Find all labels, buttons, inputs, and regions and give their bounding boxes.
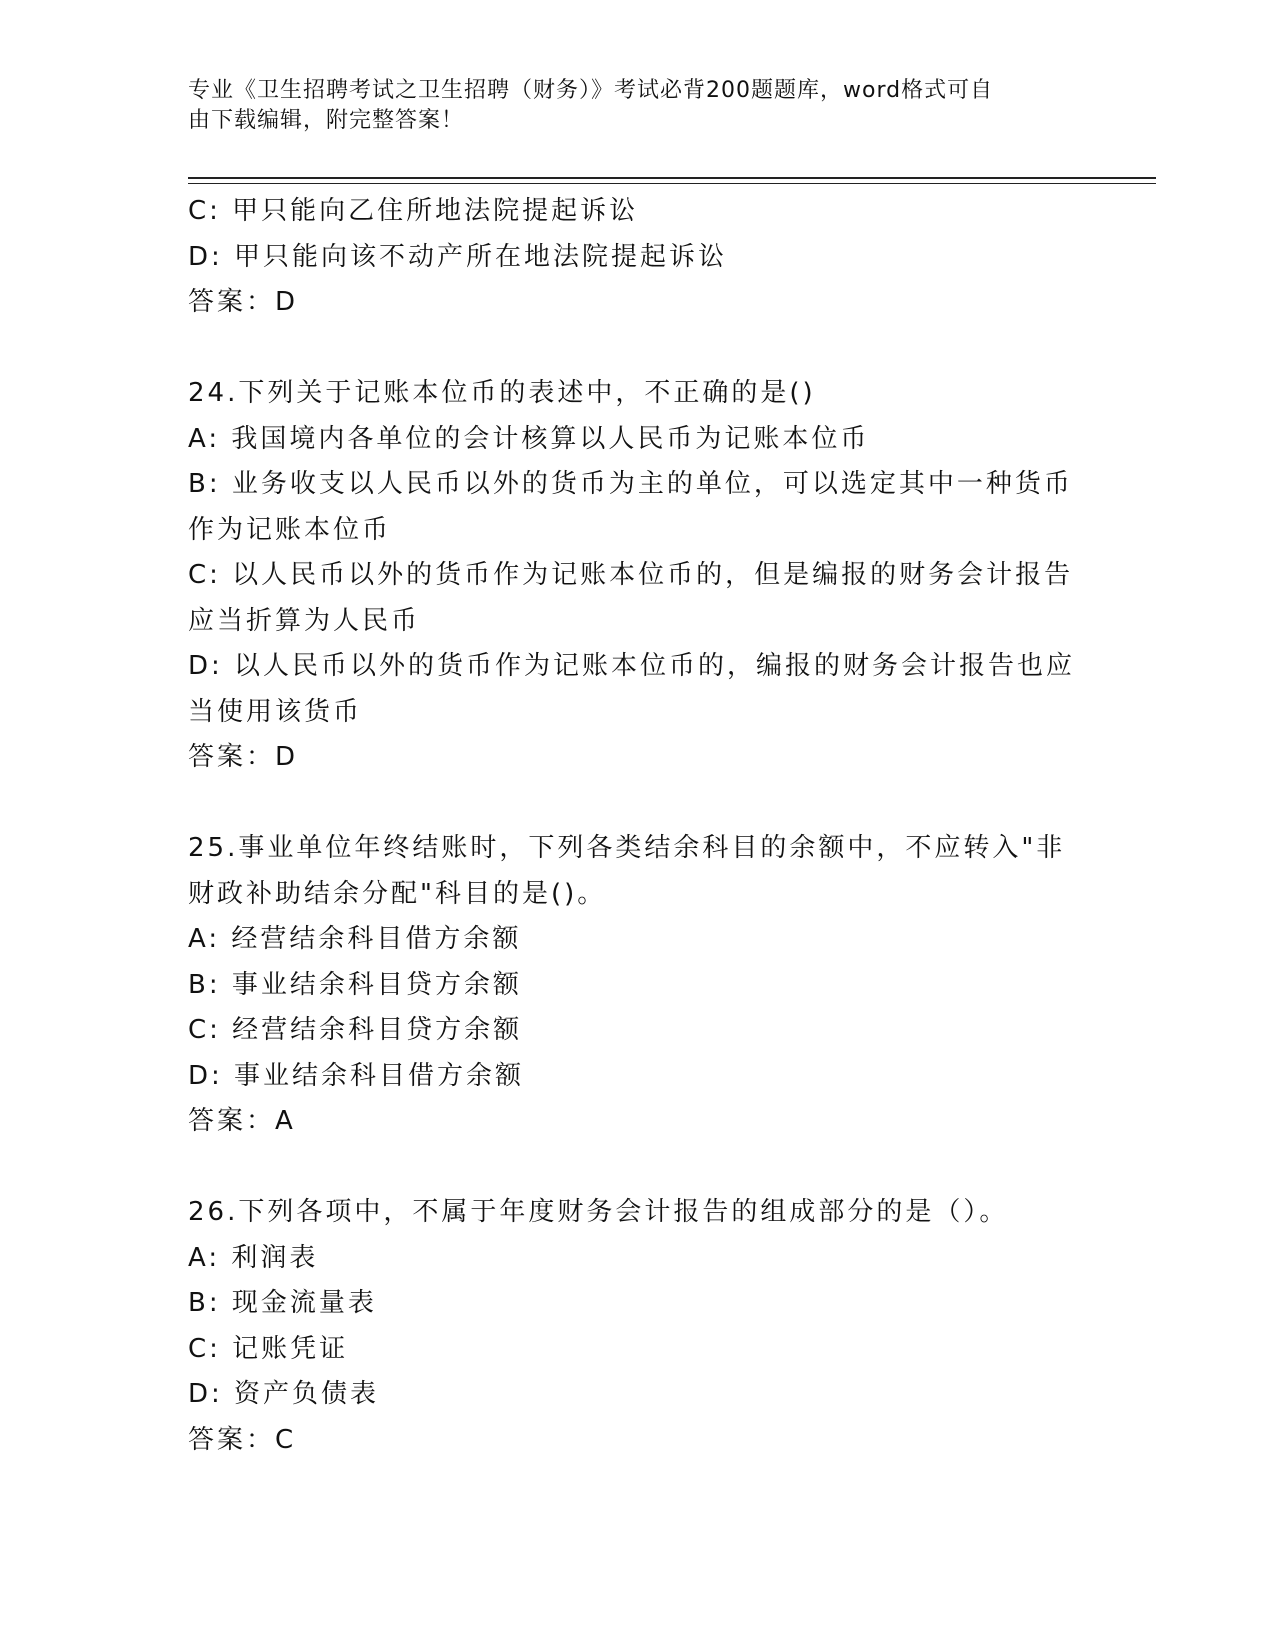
option-d-line-2: 当使用该货币 — [188, 696, 363, 727]
option-b: B: 现金流量表 — [188, 1288, 377, 1318]
question-25 — [188, 826, 1088, 1145]
answer: 答案：A — [188, 1106, 296, 1136]
answer: 答案：C — [188, 1424, 297, 1455]
option-d: D: 甲只能向该不动产所在地法院提起诉讼 — [188, 241, 728, 272]
option-a: A: 经营结余科目借方余额 — [188, 924, 522, 954]
question-stem-line-1: 25.事业单位年终结账时，下列各类结余科目的余额中，不应转入"非 — [188, 833, 1066, 863]
option-b-line-2: 作为记账本位币 — [188, 514, 392, 545]
option-c: C: 经营结余科目贷方余额 — [188, 1015, 523, 1045]
answer: 答案：D — [188, 742, 299, 772]
option-c-line-2: 应当折算为人民币 — [188, 605, 421, 636]
option-c-line-1: C: 以人民币以外的货币作为记账本位币的，但是编报的财务会计报告 — [188, 560, 1074, 590]
spacer — [188, 1145, 1088, 1191]
question-stem-line-2: 财政补助结余分配"科目的是()。 — [188, 878, 607, 909]
question-24 — [188, 371, 1088, 781]
answer: 答案：D — [188, 287, 299, 317]
header-divider-thin — [188, 183, 1156, 184]
header-title-line-1: 专业《卫生招聘考试之卫生招聘（财务）》考试必背200题题库，word格式可自 — [188, 78, 994, 103]
question-list — [188, 189, 1088, 1463]
header-title-line-2: 由下载编辑，附完整答案！ — [188, 108, 465, 133]
header-divider-thick — [188, 177, 1156, 179]
option-b: B: 事业结余科目贷方余额 — [188, 969, 522, 1000]
question-stem: 26.下列各项中，不属于年度财务会计报告的组成部分的是（）。 — [188, 1197, 1009, 1227]
option-c: C: 记账凭证 — [188, 1333, 349, 1364]
document-header — [188, 76, 1068, 136]
option-b-line-1: B: 业务收支以人民币以外的货币为主的单位，可以选定其中一种货币 — [188, 469, 1073, 499]
option-c: C: 甲只能向乙住所地法院提起诉讼 — [188, 196, 639, 226]
question-26 — [188, 1190, 1088, 1463]
option-a: A: 利润表 — [188, 1242, 319, 1273]
spacer — [188, 326, 1088, 372]
question-stem: 24.下列关于记账本位币的表述中，不正确的是() — [188, 378, 816, 408]
option-d: D: 事业结余科目借方余额 — [188, 1060, 525, 1091]
option-d-line-1: D: 以人民币以外的货币作为记账本位币的，编报的财务会计报告也应 — [188, 651, 1076, 681]
spacer — [188, 781, 1088, 827]
question-23-tail — [188, 189, 1088, 326]
option-d: D: 资产负债表 — [188, 1379, 380, 1409]
option-a: A: 我国境内各单位的会计核算以人民币为记账本位币 — [188, 423, 870, 454]
